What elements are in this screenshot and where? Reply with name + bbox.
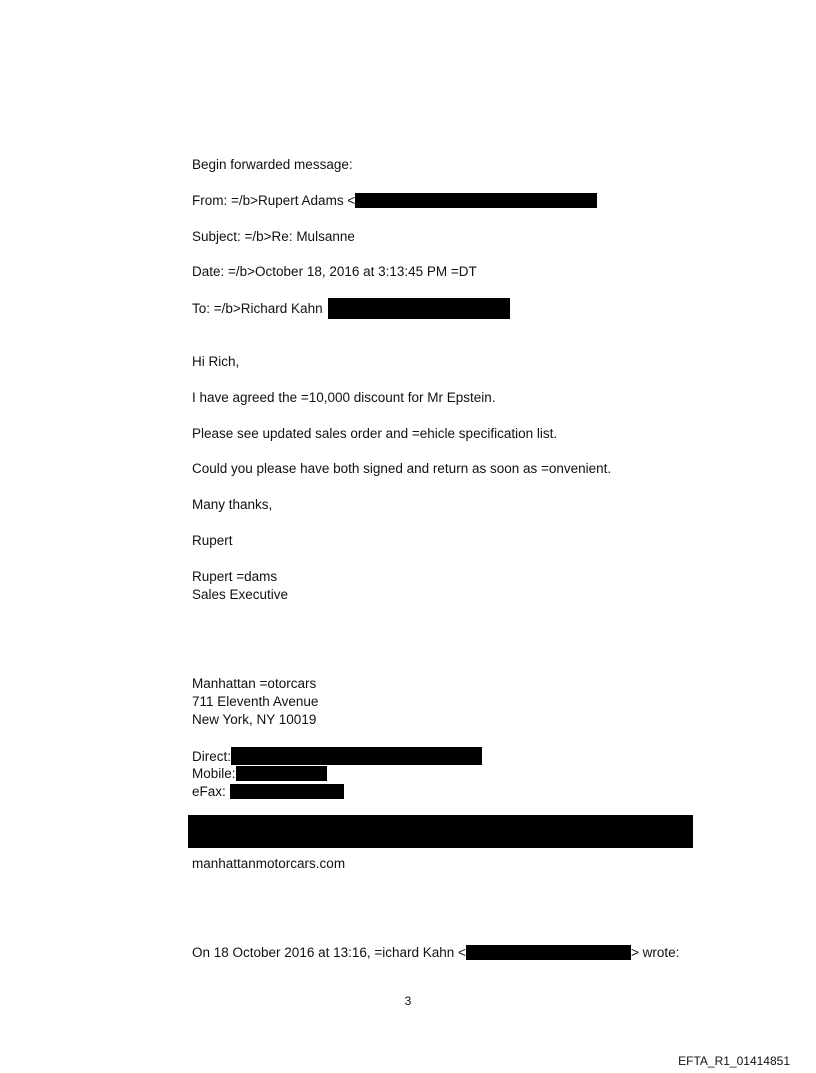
redaction-bar — [230, 784, 344, 799]
direct-phone-line — [192, 747, 482, 766]
redaction-bar — [328, 298, 510, 319]
subject-line: Subject: =/b>Re: Mulsanne — [192, 229, 355, 244]
forward-intro: Begin forwarded message: — [192, 157, 353, 172]
from-line — [192, 192, 597, 210]
mobile-phone-line — [192, 765, 327, 783]
document-id: EFTA_R1_01414851 — [678, 1054, 790, 1068]
body-line: Could you please have both signed and return as soon as =onvenient. — [192, 461, 612, 476]
signature-company: Manhattan =otorcars — [192, 676, 317, 691]
body-line: Rupert — [192, 533, 233, 548]
efax-label: eFax: — [192, 784, 226, 799]
quote-header-suffix: > wrote: — [630, 945, 680, 960]
quote-header-line — [192, 944, 679, 962]
signature-address-line: 711 Eleventh Avenue — [192, 694, 319, 709]
direct-label: Direct: — [192, 749, 232, 764]
signature-address-line: New York, NY 10019 — [192, 712, 317, 727]
from-label: From: =/b>Rupert Adams < — [192, 193, 356, 208]
date-line: Date: =/b>October 18, 2016 at 3:13:45 PM =DT — [192, 264, 477, 279]
redaction-bar — [231, 747, 482, 765]
redaction-bar — [236, 766, 327, 781]
to-label: To: =/b>Richard Kahn — [192, 301, 323, 316]
greeting: Hi Rich, — [192, 354, 240, 369]
quote-header-prefix: On 18 October 2016 at 13:16, =ichard Kahn < — [192, 945, 466, 960]
page-number: 3 — [404, 994, 412, 1008]
body-line: Many thanks, — [192, 497, 273, 512]
redaction-bar — [466, 945, 631, 960]
efax-line — [192, 783, 344, 801]
signature-title: Sales Executive — [192, 587, 289, 602]
body-line: Please see updated sales order and =ehicle specification list. — [192, 426, 558, 441]
redaction-block — [188, 815, 693, 848]
website-link: manhattanmotorcars.com — [192, 856, 346, 871]
redaction-bar — [355, 193, 597, 208]
body-line: I have agreed the =10,000 discount for Mr Epstein. — [192, 390, 496, 405]
signature-name: Rupert =dams — [192, 569, 278, 584]
to-line — [192, 298, 510, 319]
mobile-label: Mobile: — [192, 766, 236, 781]
